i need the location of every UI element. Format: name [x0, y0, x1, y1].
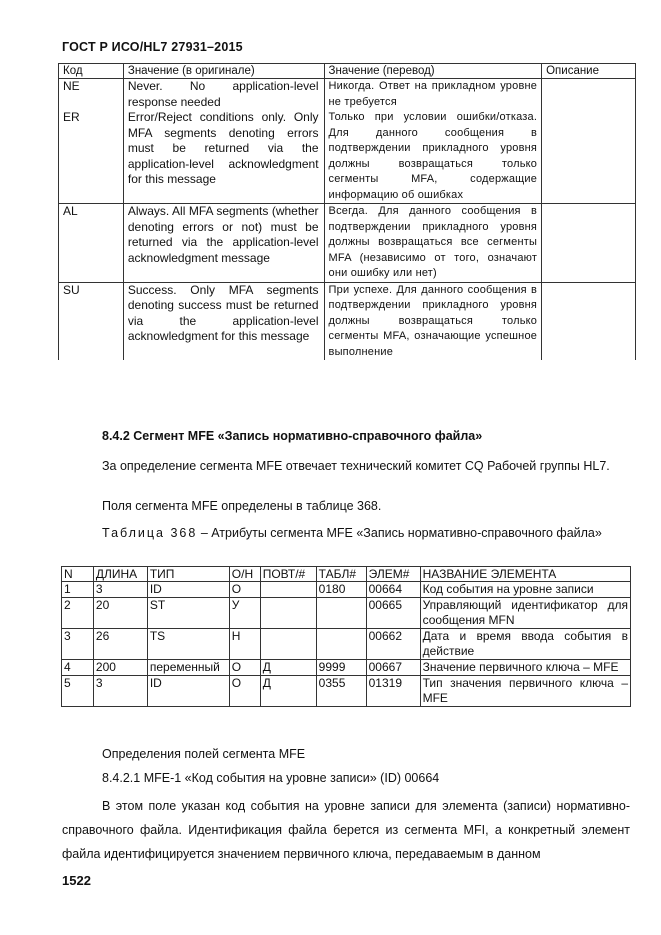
table-caption [62, 521, 630, 545]
column-header-type: ТИП [147, 567, 229, 582]
table-cell: 01319 [366, 676, 420, 707]
table-row [62, 629, 631, 660]
table-cell: ID [147, 582, 229, 598]
table-cell: ID [147, 676, 229, 707]
document-header: ГОСТ Р ИСО/HL7 27931–2015 [62, 40, 243, 54]
column-header-code: Код [59, 64, 124, 79]
table-caption-text: – Атрибуты сегмента MFE «Запись нормативно-справочного файла» [197, 526, 602, 540]
table-cell: 200 [93, 660, 147, 676]
table-cell [260, 582, 316, 598]
table-cell: У [229, 598, 260, 629]
subsection-heading: 8.4.2.1 MFE-1 «Код события на уровне записи» (ID) 00664 [102, 771, 440, 785]
table-cell: 26 [93, 629, 147, 660]
table-cell: О [229, 660, 260, 676]
table-cell: Н [229, 629, 260, 660]
table-cell: О [229, 676, 260, 707]
original-cell: Error/Reject conditions only. Only MFA segments denoting errors must be returned via the application-level acknowledgment for this message [123, 110, 324, 204]
table-cell [260, 598, 316, 629]
table-cell: 0180 [316, 582, 366, 598]
code-cell: ER [59, 110, 124, 204]
table-cell: 20 [93, 598, 147, 629]
table-cell: Управляющий идентификатор для сообщения MFN [420, 598, 630, 629]
column-header-element-name: НАЗВАНИЕ ЭЛЕМЕНТА [420, 567, 630, 582]
table-row [59, 110, 636, 204]
column-header-element: ЭЛЕМ# [366, 567, 420, 582]
mfe-attributes-table [61, 566, 631, 707]
table-cell: переменный [147, 660, 229, 676]
table-row [62, 676, 631, 707]
table-cell: 00667 [366, 660, 420, 676]
table-cell: Д [260, 660, 316, 676]
table-cell [316, 598, 366, 629]
table-cell: 3 [93, 582, 147, 598]
page-number: 1522 [62, 873, 91, 888]
original-cell: Success. Only MFA segments denoting success must be returned via the application-level acknowledgment for this message [123, 282, 324, 360]
paragraph: Поля сегмента MFE определены в таблице 368. [102, 499, 382, 513]
table-cell: Значение первичного ключа – MFE [420, 660, 630, 676]
table-cell: Тип значения первичного ключа – MFE [420, 676, 630, 707]
paragraph: В этом поле указан код события на уровне записи для элемента (записи) нормативно-справочного файла. Идентификация файла берется из сегмента MFI, а конкретный элемент файла идентифицируется значением первичного ключа, передаваемым в данном [62, 799, 630, 861]
acknowledgment-codes-table [58, 63, 636, 360]
table-cell: 4 [62, 660, 94, 676]
table-cell: 3 [93, 676, 147, 707]
column-header-repeat: ПОВТ/# [260, 567, 316, 582]
column-header-original: Значение (в оригинале) [123, 64, 324, 79]
table-cell: TS [147, 629, 229, 660]
paragraph: За определение сегмента MFE отвечает технический комитет CQ Рабочей группы HL7. [102, 459, 610, 473]
table-cell: Д [260, 676, 316, 707]
column-header-description: Описание [542, 64, 636, 79]
column-header-length: ДЛИНА [93, 567, 147, 582]
table-cell: Код события на уровне записи [420, 582, 630, 598]
table-cell: 00664 [366, 582, 420, 598]
column-header-n: N [62, 567, 94, 582]
table-row [62, 582, 631, 598]
table-row [59, 204, 636, 283]
translation-cell: Только при условии ошибки/отказа. Для данного сообщения в подтверждении прикладного уровня должны возвращаться только сегменты MFA, содержащие информацию об ошибках [324, 110, 542, 204]
description-cell [542, 282, 636, 360]
translation-cell: При успехе. Для данного сообщения в подтверждении прикладного уровня должны возвращаться только сегменты MFA, означающие успешное выполнение [324, 282, 542, 360]
table-cell: 5 [62, 676, 94, 707]
table-cell: 00662 [366, 629, 420, 660]
paragraph: Определения полей сегмента MFE [102, 747, 306, 761]
section-heading: 8.4.2 Сегмент MFE «Запись нормативно-справочного файла» [102, 429, 483, 443]
table-cell: 00665 [366, 598, 420, 629]
code-cell: NE [59, 79, 124, 111]
translation-cell: Всегда. Для данного сообщения в подтверждении прикладного уровня должны возвращаться все сегменты MFA (независимо от того, означают они ошибку или нет) [324, 204, 542, 283]
table-cell: 2 [62, 598, 94, 629]
column-header-table: ТАБЛ# [316, 567, 366, 582]
table-cell [316, 629, 366, 660]
column-header-translation: Значение (перевод) [324, 64, 542, 79]
table-row [59, 79, 636, 111]
description-cell [542, 110, 636, 204]
table-row [62, 598, 631, 629]
code-cell: AL [59, 204, 124, 283]
table-cell [260, 629, 316, 660]
table-cell: ST [147, 598, 229, 629]
table-row [62, 660, 631, 676]
table-cell: 1 [62, 582, 94, 598]
table-header-row [59, 64, 636, 79]
table-caption-label: Таблица 368 [102, 526, 198, 540]
table-cell: 9999 [316, 660, 366, 676]
description-cell [542, 204, 636, 283]
table-header-row [62, 567, 631, 582]
table-cell: Дата и время ввода события в действие [420, 629, 630, 660]
description-cell [542, 79, 636, 111]
table-row [59, 282, 636, 360]
table-cell: О [229, 582, 260, 598]
table-cell: 0355 [316, 676, 366, 707]
original-cell: Never. No application-level response needed [123, 79, 324, 111]
table-cell: 3 [62, 629, 94, 660]
column-header-optionality: О/Н [229, 567, 260, 582]
original-cell: Always. All MFA segments (whether denoting errors or not) must be returned via the application-level acknowledgment message [123, 204, 324, 283]
translation-cell: Никогда. Ответ на прикладном уровне не требуется [324, 79, 542, 111]
code-cell: SU [59, 282, 124, 360]
